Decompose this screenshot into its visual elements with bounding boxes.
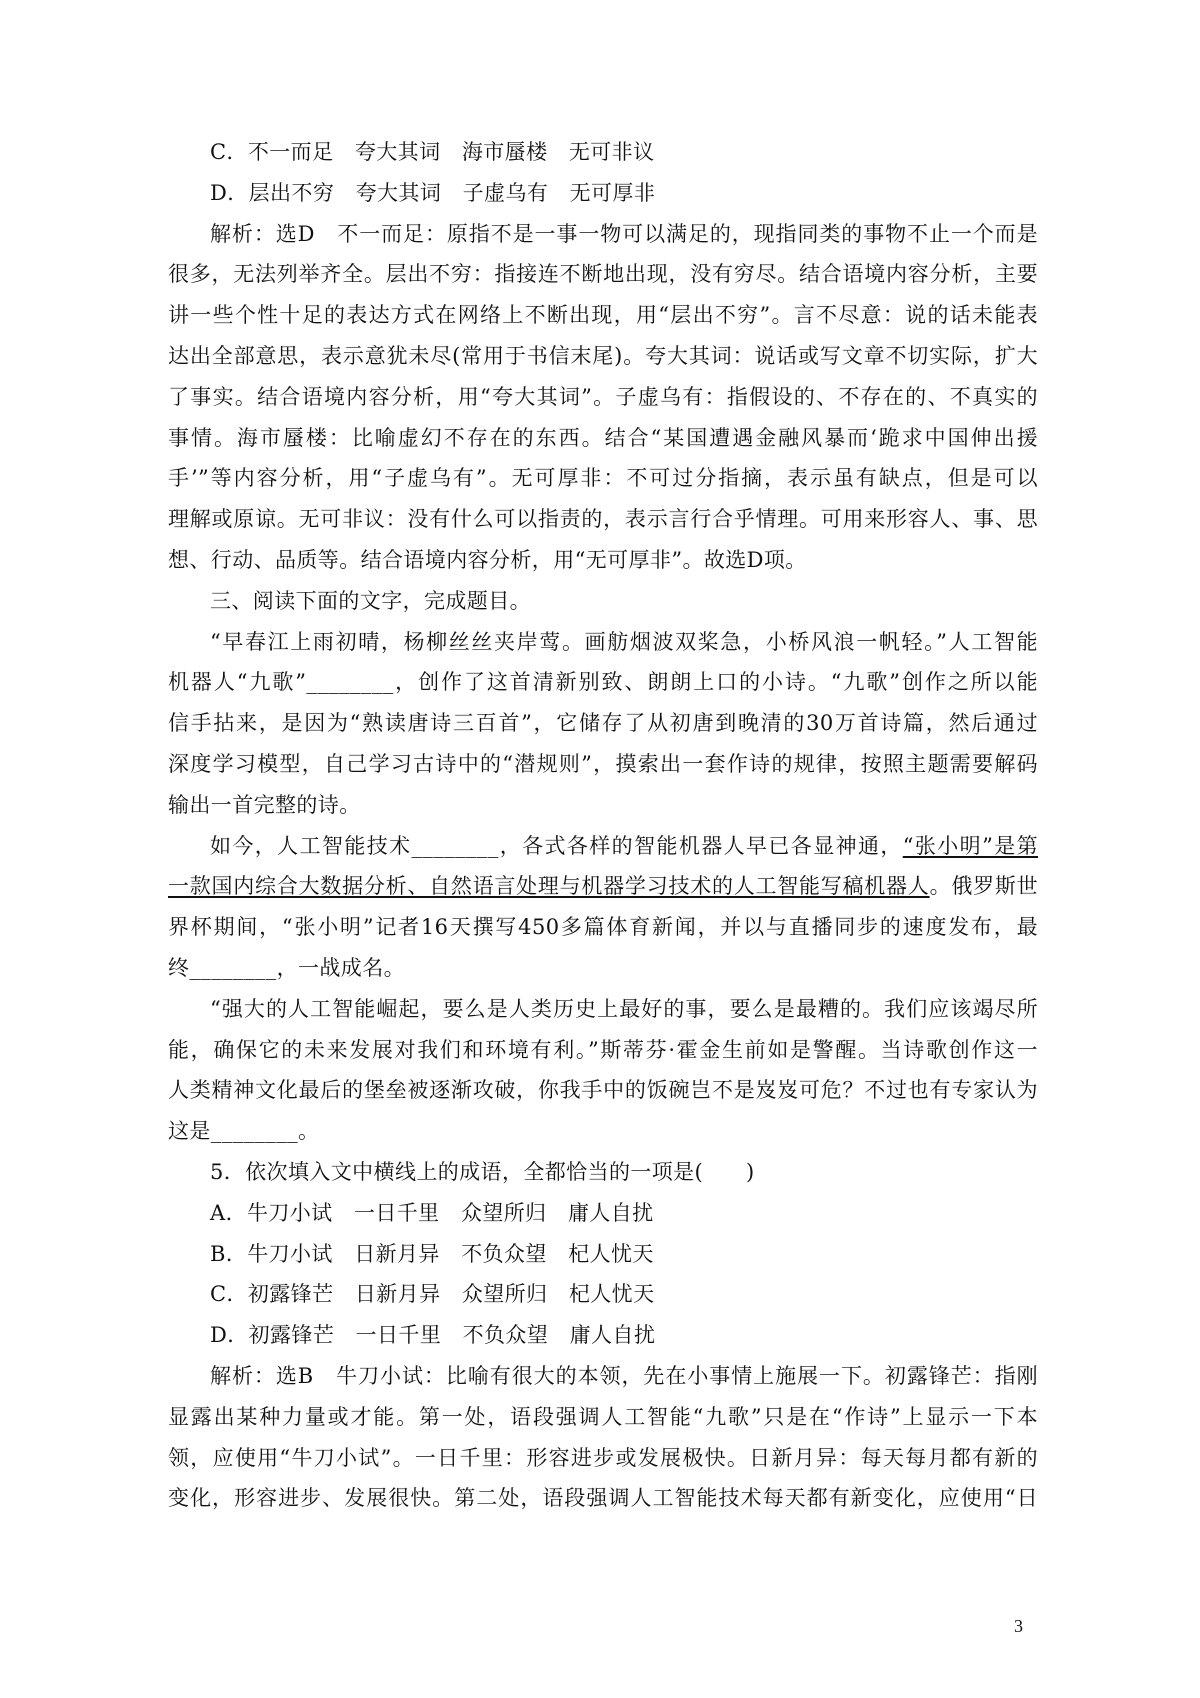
analysis-line: 很多，无法列举齐全。层出不穷：指接连不断地出现，没有穷尽。结合语境内容分析，主要 xyxy=(168,262,1038,287)
passage-line: 界杯期间，“张小明”记者16天撰写450多篇体育新闻，并以与直播同步的速度发布，最 xyxy=(168,915,1038,940)
passage-line xyxy=(168,826,1038,867)
passage-line: 信手拈来，是因为“熟读唐诗三百首”，它储存了从初唐到晚清的30万首诗篇，然后通过 xyxy=(168,711,1038,736)
analysis-line: 达出全部意思，表示意犹未尽(常用于书信末尾)。夸大其词：说话或写文章不切实际，扩大 xyxy=(168,343,1038,368)
passage-text: 。俄罗斯世 xyxy=(929,874,1038,899)
analysis-line: 了事实。结合语境内容分析，用“夸大其词”。子虚乌有：指假设的、不存在的、不真实的 xyxy=(168,384,1038,409)
option-c: C．初露锋芒 日新月异 众望所归 杞人忧天 xyxy=(210,1282,655,1307)
underlined-sentence: 一款国内综合大数据分析、自然语言处理与机器学习技术的人工智能写稿机器人 xyxy=(168,874,930,899)
document-page xyxy=(168,132,1038,1519)
passage-line: 深度学习模型，自己学习古诗中的“潜规则”，摸索出一套作诗的规律，按照主题需要解码 xyxy=(168,751,1038,776)
passage-line xyxy=(168,866,1038,907)
option-d: D．初露锋芒 一日千里 不负众望 庸人自扰 xyxy=(210,1323,656,1348)
analysis-line: 领，应使用“牛刀小试”。一日千里：形容进步或发展极快。日新月异：每天每月都有新的 xyxy=(168,1445,1038,1470)
underlined-sentence: “张小明”是第 xyxy=(902,833,1038,858)
passage-line: “强大的人工智能崛起，要么是人类历史上最好的事，要么是最糟的。我们应该竭尽所 xyxy=(210,996,1038,1021)
page-number: 3 xyxy=(1014,1616,1023,1636)
passage-line: 机器人“九歌”________，创作了这首清新别致、朗朗上口的小诗。“九歌”创作之所以能 xyxy=(168,670,1038,695)
analysis-line: 解析：选B 牛刀小试：比喻有很大的本领，先在小事情上施展一下。初露锋芒：指刚 xyxy=(210,1363,1038,1388)
analysis-line: 变化，形容进步、发展很快。第二处，语段强调人工智能技术每天都有新变化，应使用“日 xyxy=(168,1486,1038,1511)
section-title: 三、阅读下面的文字，完成题目。 xyxy=(210,588,531,613)
option-d: D．层出不穷 夸大其词 子虚乌有 无可厚非 xyxy=(210,180,656,205)
passage-line: 人类精神文化最后的堡垒被逐渐攻破，你我手中的饭碗岂不是岌岌可危？不过也有专家认为 xyxy=(168,1078,1038,1103)
analysis-line: 事情。海市蜃楼：比喻虚幻不存在的东西。结合“某国遭遇金融风暴而‘跪求中国伸出援 xyxy=(168,425,1038,450)
analysis-line: 解析：选D 不一而足：原指不是一事一物可以满足的，现指同类的事物不止一个而是 xyxy=(210,221,1038,246)
passage-line: 这是________。 xyxy=(168,1119,320,1144)
analysis-line: 理解或原谅。无可非议：没有什么可以指责的，表示言行合乎情理。可用来形容人、事、思 xyxy=(168,507,1038,532)
passage-line: 输出一首完整的诗。 xyxy=(168,792,361,817)
passage-text: 如今，人工智能技术________，各式各样的智能机器人早已各显神通， xyxy=(210,833,903,858)
passage-line: “早春江上雨初晴，杨柳丝丝夹岸莺。画舫烟波双桨急，小桥风浪一帆轻。”人工智能 xyxy=(210,629,1038,654)
question-stem: 5．依次填入文中横线上的成语，全都恰当的一项是( ) xyxy=(210,1159,755,1184)
passage-line: 终________，一战成名。 xyxy=(168,955,405,980)
analysis-line: 手’”等内容分析，用“子虚乌有”。无可厚非：不可过分指摘，表示虽有缺点，但是可以 xyxy=(168,466,1038,491)
option-c: C．不一而足 夸大其词 海市蜃楼 无可非议 xyxy=(210,140,655,164)
analysis-line: 想、行动、品质等。结合语境内容分析，用“无可厚非”。故选D项。 xyxy=(168,547,807,572)
option-a: A．牛刀小试 一日千里 众望所归 庸人自扰 xyxy=(210,1200,654,1225)
analysis-line: 显露出某种力量或才能。第一处，语段强调人工智能“九歌”只是在“作诗”上显示一下本 xyxy=(168,1404,1038,1429)
option-b: B．牛刀小试 日新月异 不负众望 杞人忧天 xyxy=(210,1241,654,1266)
passage-line: 能，确保它的未来发展对我们和环境有利。”斯蒂芬·霍金生前如是警醒。当诗歌创作这一 xyxy=(168,1037,1038,1062)
analysis-line: 讲一些个性十足的表达方式在网络上不断出现，用“层出不穷”。言不尽意：说的话未能表 xyxy=(168,303,1038,328)
